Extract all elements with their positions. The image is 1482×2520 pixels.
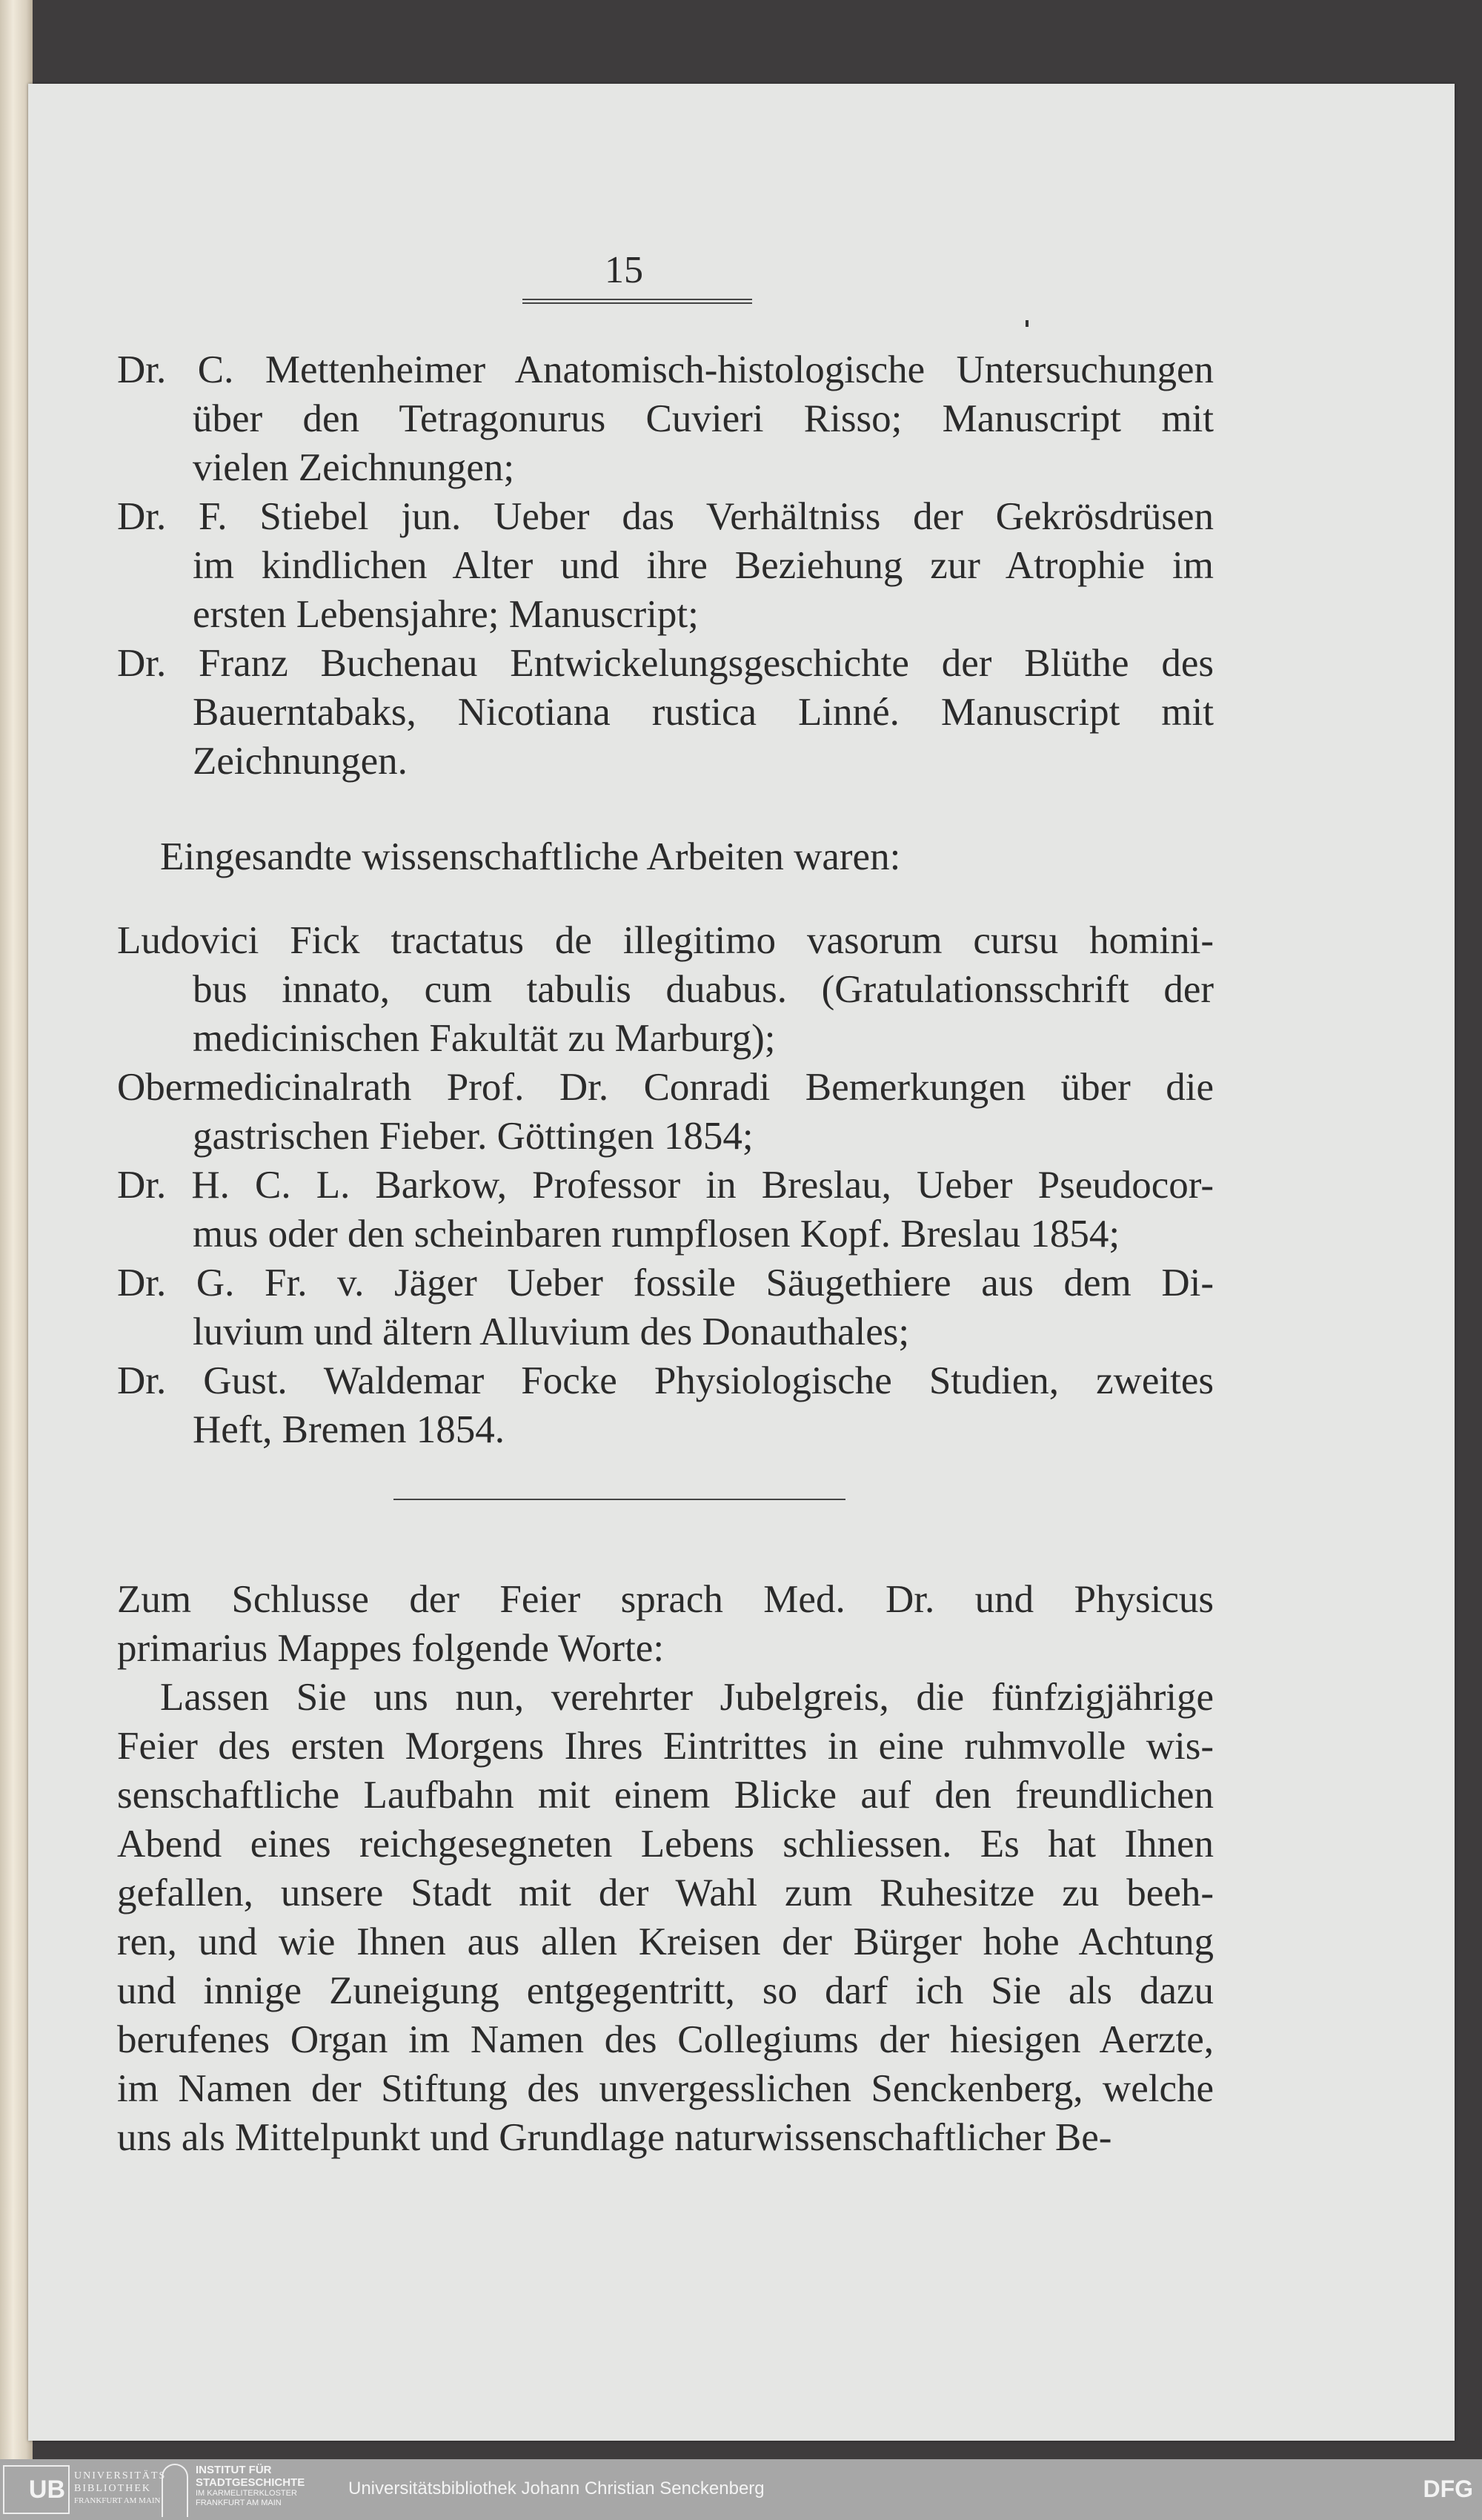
entry-line: Dr. Franz Buchenau Entwickelungsgeschichte der Blüthe des bbox=[117, 642, 1214, 685]
scanned-page bbox=[28, 84, 1455, 2441]
subheading-block bbox=[117, 832, 1214, 881]
paragraph-line: und innige Zuneigung entgegentritt, so darf ich Sie als dazu bbox=[117, 1969, 1214, 2012]
entry-line: Dr. Gust. Waldemar Focke Physiologische Studien, zweites bbox=[117, 1359, 1214, 1402]
closing-speech bbox=[117, 1575, 1214, 2162]
paragraph-line: Feier des ersten Morgens Ihres Eintrittes in eine ruhmvolle wis- bbox=[117, 1725, 1214, 1768]
ub-name-line: UNIVERSITÄTS bbox=[74, 2470, 167, 2481]
entry-line: ersten Lebensjahre; Manuscript; bbox=[193, 593, 699, 636]
entry-line: Obermedicinalrath Prof. Dr. Conradi Bemerkungen über die bbox=[117, 1066, 1214, 1109]
page-number: 15 bbox=[605, 249, 643, 291]
paragraph-line: senschaftliche Laufbahn mit einem Blicke auf den freundlichen bbox=[117, 1774, 1214, 1817]
entry-line: bus innato, cum tabulis duabus. (Gratulationsschrift der bbox=[193, 968, 1214, 1011]
footer-bar bbox=[0, 2459, 1482, 2520]
entry-line: gastrischen Fieber. Göttingen 1854; bbox=[193, 1115, 754, 1158]
institut-sub: FRANKFURT AM MAIN bbox=[196, 2499, 282, 2507]
entry-line: über den Tetragonurus Cuvieri Risso; Manuscript mit bbox=[193, 397, 1214, 440]
header-rule bbox=[522, 299, 752, 304]
subheading: Eingesandte wissenschaftliche Arbeiten waren: bbox=[160, 835, 901, 878]
institut-sub: IM KARMELITERKLOSTER bbox=[196, 2489, 297, 2498]
paragraph-line: primarius Mappes folgende Worte: bbox=[117, 1627, 665, 1670]
entry-line: mus oder den scheinbaren rumpflosen Kopf. Breslau 1854; bbox=[193, 1213, 1120, 1256]
ub-name-line: BIBLIOTHEK bbox=[74, 2483, 151, 2494]
entry-line: Ludovici Fick tractatus de illegitimo vasorum cursu homini- bbox=[117, 919, 1214, 962]
paragraph-line: Lassen Sie uns nun, verehrter Jubelgreis, die fünfzigjährige bbox=[160, 1676, 1214, 1719]
institut-line: STADTGESCHICHTE bbox=[196, 2476, 305, 2489]
manuscript-list bbox=[117, 345, 1214, 786]
institut-line: INSTITUT FÜR bbox=[196, 2464, 272, 2476]
paragraph-line: im Namen der Stiftung des unvergesslichen Senckenberg, welche bbox=[117, 2067, 1214, 2110]
entry-line: Dr. H. C. L. Barkow, Professor in Breslau, Ueber Pseudocor- bbox=[117, 1164, 1214, 1207]
paragraph-line: uns als Mittelpunkt und Grundlage naturwissenschaftlicher Be- bbox=[117, 2116, 1112, 2159]
paragraph-line: gefallen, unsere Stadt mit der Wahl zum Ruhesitze zu beeh- bbox=[117, 1871, 1214, 1914]
submitted-works-list bbox=[117, 916, 1214, 1454]
ink-speck bbox=[1026, 320, 1029, 327]
entry-line: vielen Zeichnungen; bbox=[193, 446, 515, 489]
entry-line: Dr. F. Stiebel jun. Ueber das Verhältniss der Gekrösdrüsen bbox=[117, 495, 1214, 538]
ub-name bbox=[74, 2470, 166, 2507]
entry-line: luvium und ältern Alluvium des Donauthales; bbox=[193, 1310, 910, 1353]
entry-line: Dr. G. Fr. v. Jäger Ueber fossile Säugethiere aus dem Di- bbox=[117, 1261, 1214, 1304]
entry-line: Heft, Bremen 1854. bbox=[193, 1408, 505, 1451]
paragraph-line: ren, und wie Ihnen aus allen Kreisen der Bürger hohe Achtung bbox=[117, 1920, 1214, 1963]
library-name: Universitätsbibliothek Johann Christian Senckenberg bbox=[348, 2478, 765, 2499]
paragraph-line: Zum Schlusse der Feier sprach Med. Dr. und Physicus bbox=[117, 1578, 1214, 1621]
institut-logo-icon[interactable] bbox=[162, 2464, 188, 2517]
entry-line: Dr. C. Mettenheimer Anatomisch-histologische Untersuchungen bbox=[117, 348, 1214, 391]
paragraph-line: berufenes Organ im Namen des Collegiums der hiesigen Aerzte, bbox=[117, 2018, 1214, 2061]
entry-line: Zeichnungen. bbox=[193, 740, 408, 783]
paragraph-line: Abend eines reichgesegneten Lebens schliessen. Es hat Ihnen bbox=[117, 1823, 1214, 1866]
dfg-logo[interactable]: DFG bbox=[1423, 2476, 1473, 2502]
ub-logo[interactable]: UB bbox=[3, 2465, 70, 2514]
entry-line: medicinischen Fakultät zu Marburg); bbox=[193, 1017, 776, 1060]
ub-name-line: FRANKFURT AM MAIN bbox=[74, 2496, 161, 2505]
entry-line: Bauerntabaks, Nicotiana rustica Linné. Manuscript mit bbox=[193, 691, 1214, 734]
institut-name bbox=[196, 2464, 305, 2508]
entry-line: im kindlichen Alter und ihre Beziehung zur Atrophie im bbox=[193, 544, 1214, 587]
section-rule bbox=[393, 1499, 845, 1500]
